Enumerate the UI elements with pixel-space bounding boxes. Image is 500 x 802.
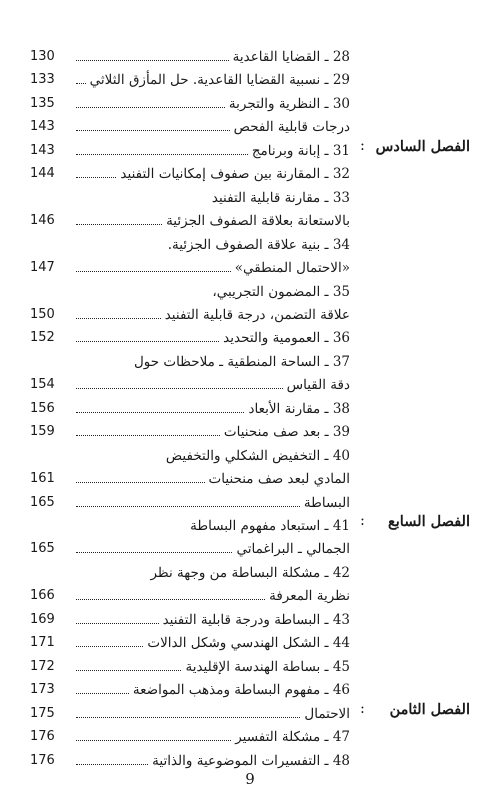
toc-entry [30,89,350,113]
toc-entry-title: 41 ـ استبعاد مفهوم البساطة [190,518,350,534]
dot-leader [76,341,219,342]
toc-entry-page: 176 [30,752,55,768]
toc-entry-title: 34 ـ بنية علاقة الصفوف الجزئية. [167,236,350,253]
toc-entry [30,652,350,676]
dot-leader [76,318,161,319]
toc-entry [30,206,350,230]
toc-entry [30,347,350,371]
chapter-label [360,138,470,155]
toc-entry-page: 143 [30,142,55,158]
toc-entry-title: 31 ـ إبانة وبرنامج [251,142,350,159]
toc-entry-page: 143 [30,119,55,135]
dot-leader [76,646,143,647]
toc-entry-page: 156 [30,400,55,416]
toc-entry-title: نظرية المعرفة [269,588,350,605]
toc-entry-title: 29 ـ نسبية القضايا القاعدية. حل المأزق الثلاثي [89,72,350,89]
toc-entry [30,722,350,746]
toc-entry [30,605,350,629]
toc-entry-title: 36 ـ العمومية والتحديد [223,330,350,347]
toc-entry [30,159,350,183]
toc-entry [30,183,350,207]
toc-entry-page: 166 [30,588,55,604]
chapter-label [360,513,470,530]
chapter-title: الفصل السابع [388,513,470,530]
chapter-colon: : [360,513,365,529]
dot-leader [76,130,230,131]
toc-entry [30,511,350,535]
toc-entry-title: 48 ـ التفسيرات الموضوعية والذاتية [152,752,350,769]
toc-entry [30,558,350,582]
toc-entry-page: 173 [30,682,55,698]
toc-entry-title: 43 ـ البساطة ودرجة قابلية التفنيد [162,611,350,628]
toc-entry-page: 172 [30,658,55,674]
dot-leader [76,506,300,507]
toc-entry-page: 159 [30,424,55,440]
toc-entry-title: 33 ـ مقارنة قابلية التفنيد [211,189,350,206]
toc-entry-page: 130 [30,49,55,64]
toc-entry-title: 37 ـ الساحة المنطقية ـ ملاحظات حول [133,353,350,370]
toc-entry-page: 171 [30,635,55,651]
dot-leader [76,717,300,718]
dot-leader [76,224,162,225]
toc-entry-page: 161 [30,471,55,487]
chapter-colon: : [360,700,365,717]
chapter-label [360,701,470,718]
toc-entry-title: 45 ـ بساطة الهندسة الإقليدية [185,658,350,675]
toc-entry-page: 165 [30,494,55,510]
dot-leader [76,764,148,765]
toc-entry-page: 150 [30,306,55,322]
toc-entry-title: 28 ـ القضايا القاعدية [232,49,350,65]
toc-entry [30,675,350,699]
chapter-title: الفصل الثامن [389,700,470,718]
toc-entry-title: 39 ـ بعد صف منحنيات [223,424,350,441]
toc-entry [30,441,350,465]
toc-entry [30,112,350,136]
toc-entry-title: 38 ـ مقارنة الأبعاد [248,400,350,417]
toc-entry-title: المادي لبعد صف منحنيات [208,471,350,488]
chapter-colon: : [360,137,365,154]
toc-entry [30,394,350,418]
toc-entry [30,277,350,301]
toc-entry [30,464,350,488]
toc-entry [30,370,350,394]
toc-entry-title: 30 ـ النظرية والتجربة [228,95,350,112]
toc-entry-page: 133 [30,72,55,88]
dot-leader [76,388,283,389]
toc-entry-title: 40 ـ التخفيض الشكلي والتخفيض [165,447,350,464]
toc-entry-page: 175 [30,705,55,721]
dot-leader [76,412,244,413]
toc-entry [30,253,350,277]
toc-entry [30,699,350,723]
toc-entry-title: 47 ـ مشكلة التفسير [235,729,350,746]
dot-leader [76,83,86,84]
toc-entry-title: البساطة [303,494,350,511]
toc-entry-page: 165 [30,541,55,557]
dot-leader [76,693,129,694]
toc-entry-page: 135 [30,95,55,111]
toc-entry-page: 169 [30,611,55,627]
toc-entry-title: درجات قابلية الفحص [233,119,350,136]
toc-entry [30,746,350,770]
toc-entry-title: 35 ـ المضمون التجريبي، [212,283,350,300]
toc-entry [30,417,350,441]
toc-entry [30,323,350,347]
dot-leader [76,177,116,178]
toc-entry [30,488,350,512]
toc-entry [30,136,350,160]
toc-entry [30,65,350,89]
toc-entry-title: 44 ـ الشكل الهندسي وشكل الدالات [147,635,350,652]
toc-entry-page: 144 [30,166,55,182]
toc-entry-title: «الاحتمال المنطقي» [234,260,350,277]
toc-entry [30,42,350,66]
dot-leader [76,740,231,741]
dot-leader [76,154,248,155]
toc-entry-title: الاحتمال [304,705,350,722]
toc-entry-page: 152 [30,330,55,346]
dot-leader [76,271,231,272]
toc-entry [30,300,350,324]
dot-leader [76,599,265,600]
toc-entry [30,628,350,652]
toc-entry [30,581,350,605]
dot-leader [76,435,220,436]
dot-leader [76,107,225,108]
toc-entry [30,230,350,254]
dot-leader [76,670,181,671]
toc-entry [30,534,350,558]
toc-entry-page: 146 [30,213,55,229]
toc-entry-title: 32 ـ المقارنة بين صفوف إمكانيات التفنيد [120,166,350,183]
dot-leader [76,552,232,553]
chapter-title: الفصل السادس [375,137,470,155]
toc-entry-title: بالاستعانة بعلاقة الصفوف الجزئية [166,213,350,230]
toc-entry-title: 46 ـ مفهوم البساطة ومذهب المواضعة [132,682,350,699]
toc-entry-title: 42 ـ مشكلة البساطة من وجهة نظر [150,564,350,581]
toc-entry-page: 154 [30,377,55,393]
dot-leader [76,60,229,61]
toc-entry-title: الجمالي ـ البراغماتي [236,541,350,558]
toc-entry-title: علاقة التضمن، درجة قابلية التفنيد [164,306,350,323]
page-number: 9 [245,770,255,788]
toc-entry-page: 147 [30,260,55,276]
toc-entry-title: دقة القياس [286,377,350,394]
dot-leader [76,623,159,624]
dot-leader [76,482,205,483]
toc-entry-page: 176 [30,729,55,745]
